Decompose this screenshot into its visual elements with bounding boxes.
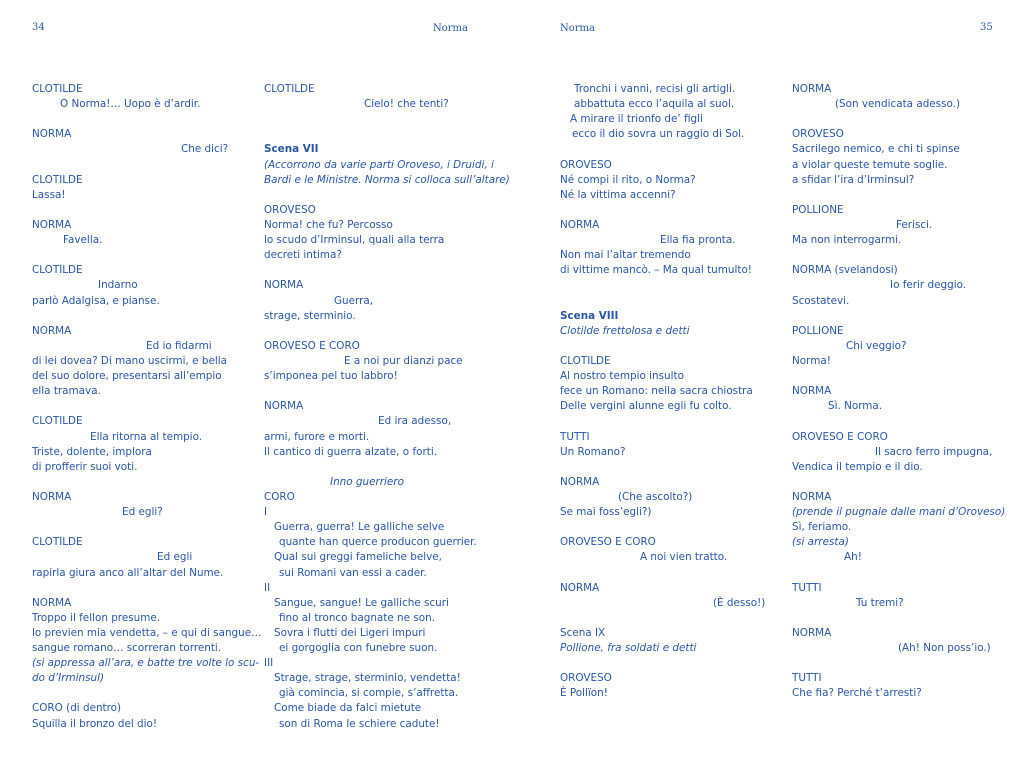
text-line: NORMA [32, 128, 72, 141]
text-line: Scena IX [560, 626, 606, 639]
blank-line [560, 142, 780, 157]
text-line: È Pollïon! [560, 687, 608, 700]
blank-line [792, 369, 1007, 384]
text-line: (È desso!) [713, 596, 766, 609]
text-line: strage, sterminio. [264, 309, 356, 322]
text-line: Troppo il fellon presume. [32, 611, 161, 624]
blank-line [264, 112, 484, 127]
text-line: CLOTILDE [32, 264, 83, 277]
text-line: Guerra, guerra! Le galliche selve [274, 521, 445, 534]
blank-line [32, 158, 242, 173]
blank-line [560, 520, 780, 535]
text-column-1 [32, 82, 262, 732]
text-line: s’imponea pel tuo labbro! [264, 370, 398, 383]
blank-line [560, 414, 780, 429]
blank-line [792, 309, 1007, 324]
text-line: POLLIONE [792, 324, 844, 337]
text-line: Che dici? [181, 143, 229, 156]
text-line: NORMA [32, 324, 72, 337]
text-line: fece un Romano: nella sacra chiostra [560, 385, 753, 398]
text-line: CLOTILDE [32, 415, 83, 428]
text-line: OROVESO E CORO [792, 430, 888, 443]
text-line: NORMA [32, 596, 72, 609]
text-line: TUTTI [792, 672, 822, 685]
text-line: sui Romani van essi a cader. [279, 566, 427, 579]
blank-line [32, 520, 242, 535]
text-line: Sovra i flutti dei Ligeri impuri [274, 626, 426, 639]
running-head-right: Norma [560, 23, 595, 34]
text-line: Vendica il tempio e il dio. [792, 460, 923, 473]
text-line: Il sacro ferro impugna, [875, 445, 993, 458]
blank-line [264, 460, 484, 475]
text-line: (Che ascolto?) [618, 490, 693, 503]
text-line: sangue romano… scorreran torrenti. [32, 642, 222, 655]
text-line: O Norma!… Uopo è d’ardir. [60, 98, 201, 111]
text-line: CLOTILDE [32, 83, 83, 95]
text-line: E a noi pur dianzi pace [344, 354, 463, 367]
text-column-3 [560, 82, 780, 701]
text-line: già comincia, si compie, s’affretta. [279, 687, 459, 700]
blank-line [792, 475, 1007, 490]
blank-line [792, 414, 1007, 429]
text-line: fino al tronco bagnate ne son. [279, 611, 436, 624]
text-line: decreti intima? [264, 249, 342, 262]
text-line: Né compi il rito, o Norma? [560, 173, 696, 186]
blank-line [792, 611, 1007, 626]
text-line: (Accorrono da varie parti Oroveso, i Druidi, i [264, 158, 494, 171]
text-line: Ed ira adesso, [378, 415, 452, 428]
text-line: Sì, feriamo. [792, 521, 852, 534]
text-line: TUTTI [560, 430, 590, 443]
text-line: Ella fia pronta. [660, 234, 736, 247]
text-line: (prende il pugnale dalle mani d’Oroveso) [792, 506, 1006, 519]
text-line: OROVESO [560, 672, 612, 685]
blank-line [792, 656, 1007, 671]
text-line: do d’Irminsul) [32, 672, 105, 685]
text-line: abbattuta ecco l’aquila al suol. [574, 98, 735, 111]
text-line: III [264, 657, 274, 670]
text-line: OROVESO [560, 158, 612, 171]
text-line: NORMA [32, 490, 72, 503]
text-line: ella tramava. [32, 385, 101, 398]
text-line: armi, furore e morti. [264, 430, 370, 443]
text-line: NORMA [792, 385, 832, 398]
text-line: Ed io fidarmi [146, 339, 212, 352]
text-line: NORMA [560, 218, 600, 231]
text-line: NORMA [560, 475, 600, 488]
text-line: Cielo! che tenti? [364, 98, 449, 111]
blank-line [264, 188, 484, 203]
text-line: Triste, dolente, implora [32, 445, 152, 458]
text-line: A mirare il trionfo de’ figli [570, 113, 703, 126]
blank-line [32, 475, 242, 490]
text-line: OROVESO E CORO [264, 339, 360, 352]
text-line: CLOTILDE [264, 83, 315, 95]
blank-line [32, 203, 242, 218]
text-line: OROVESO [264, 203, 316, 216]
text-line: Non mai l’altar tremendo [560, 249, 691, 262]
text-line: Lassa! [32, 188, 66, 201]
text-line: Norma! [792, 354, 831, 367]
text-line: Chi veggio? [846, 339, 907, 352]
text-line: OROVESO [792, 128, 844, 141]
blank-line [32, 581, 242, 596]
text-line: Favella. [63, 234, 103, 247]
blank-line [792, 248, 1007, 263]
text-line: (si appressa all’ara, e batte tre volte lo scu- [32, 657, 260, 670]
blank-line [560, 339, 780, 354]
text-line: Ed egli? [122, 506, 163, 519]
text-line: ecco il dio sovra un raggio di Sol. [572, 128, 745, 141]
blank-line [560, 278, 780, 293]
text-column-2 [264, 82, 510, 732]
text-line: Che fia? Perché t’arresti? [792, 687, 922, 700]
text-line: NORMA [264, 400, 304, 413]
text-line: Tu tremi? [856, 596, 904, 609]
text-line: Come biade da falci mietute [274, 702, 422, 715]
text-line: NORMA [560, 581, 600, 594]
text-line: CORO [264, 490, 295, 503]
text-line: lo scudo d’Irminsul, quali alla terra [264, 234, 445, 247]
text-line: a sfidar l’ira d’Irminsul? [792, 173, 915, 186]
text-line: Ella ritorna al tempio. [90, 430, 203, 443]
text-line: (si arresta) [792, 536, 849, 549]
text-line: Scostatevi. [792, 294, 850, 307]
text-line: Ferisci. [896, 218, 933, 231]
text-line: Qual sui greggi fameliche belve, [274, 551, 442, 564]
text-line: Norma! che fu? Percosso [264, 218, 393, 231]
text-line: Il cantico di guerra alzate, o forti. [264, 445, 438, 458]
blank-line [264, 127, 484, 142]
text-line: NORMA [32, 218, 72, 231]
page-number-left: 34 [32, 22, 45, 33]
text-line: Squilla il bronzo del dio! [32, 717, 158, 730]
text-line: NORMA [792, 490, 832, 503]
blank-line [792, 566, 1007, 581]
blank-line [264, 324, 484, 339]
text-line: Un Romano? [560, 445, 626, 458]
text-line: di vittime mancò. – Ma qual tumulto! [560, 264, 752, 277]
text-line: Strage, strage, sterminio, vendetta! [274, 672, 461, 685]
text-line: lo previen mia vendetta, – e qui di sangue… [32, 626, 262, 639]
text-line: (Ah! Non poss’io.) [898, 642, 991, 655]
blank-line [32, 248, 242, 263]
blank-line [560, 294, 780, 309]
text-line: I [264, 506, 268, 519]
page-number-right: 35 [980, 22, 993, 33]
text-line: NORMA [792, 83, 832, 95]
text-line: (Son vendicata adesso.) [835, 98, 961, 111]
blank-line [32, 686, 242, 701]
text-line: Ed egli [157, 551, 193, 564]
text-column-4 [792, 82, 1007, 701]
text-line: Guerra, [334, 294, 374, 307]
blank-line [32, 399, 242, 414]
text-line: Tronchi i vanni, recisi gli artigli. [574, 83, 736, 95]
text-line: CLOTILDE [32, 173, 83, 186]
blank-line [792, 188, 1007, 203]
text-line: Scena VII [264, 143, 319, 156]
text-line: NORMA (svelandosi) [792, 264, 898, 277]
blank-line [560, 611, 780, 626]
text-line: A noi vien tratto. [640, 551, 728, 564]
blank-line [32, 309, 242, 324]
text-line: Se mai foss’egli?) [560, 506, 652, 519]
text-line: di lei dovea? Di mano uscirmi, e bella [32, 354, 227, 367]
text-line: CLOTILDE [32, 536, 83, 549]
text-line: Inno guerriero [330, 475, 404, 488]
running-head-left: Norma [433, 23, 468, 34]
text-line: CORO (di dentro) [32, 702, 122, 715]
blank-line [560, 203, 780, 218]
blank-line [560, 566, 780, 581]
text-line: Ah! [844, 551, 862, 564]
text-line: parlò Adalgisa, e pianse. [32, 294, 160, 307]
blank-line [792, 112, 1007, 127]
text-line: TUTTI [792, 581, 822, 594]
text-line: Clotilde frettolosa e detti [560, 324, 690, 337]
blank-line [264, 384, 484, 399]
text-line: Sangue, sangue! Le galliche scuri [274, 596, 449, 609]
text-line: a violar queste temute soglie. [792, 158, 948, 171]
blank-line [560, 460, 780, 475]
text-line: Io ferir deggio. [890, 279, 967, 292]
text-line: son di Roma le schiere cadute! [279, 717, 440, 730]
text-line: Sì. Norma. [828, 400, 883, 413]
text-line: rapirla giura anco all’altar del Nume. [32, 566, 224, 579]
text-line: CLOTILDE [560, 354, 611, 367]
text-line: Sacrilego nemico, e chi ti spinse [792, 143, 960, 156]
text-line: OROVESO E CORO [560, 536, 656, 549]
blank-line [264, 263, 484, 278]
text-line: Delle vergini alunne egli fu colto. [560, 400, 732, 413]
text-line: Ma non interrogarmi. [792, 234, 902, 247]
text-line: quante han querce producon guerrier. [279, 536, 477, 549]
text-line: di profferir suoi voti. [32, 460, 138, 473]
text-line: POLLIONE [792, 203, 844, 216]
blank-line [32, 112, 242, 127]
blank-line [560, 656, 780, 671]
text-line: NORMA [264, 279, 304, 292]
text-line: del suo dolore, presentarsi all’empio [32, 370, 222, 383]
text-line: Scena VIII [560, 309, 619, 322]
text-line: Pollione, fra soldati e detti [560, 642, 697, 655]
text-line: Al nostro tempio insulto [560, 370, 684, 383]
text-line: Né la vittima accenni? [560, 188, 676, 201]
text-line: ei gorgoglia con funebre suon. [279, 642, 438, 655]
text-line: NORMA [792, 626, 832, 639]
text-line: II [264, 581, 271, 594]
text-line: Indarno [98, 279, 138, 292]
text-line: Bardi e le Ministre. Norma si colloca sull’altare) [264, 173, 510, 186]
